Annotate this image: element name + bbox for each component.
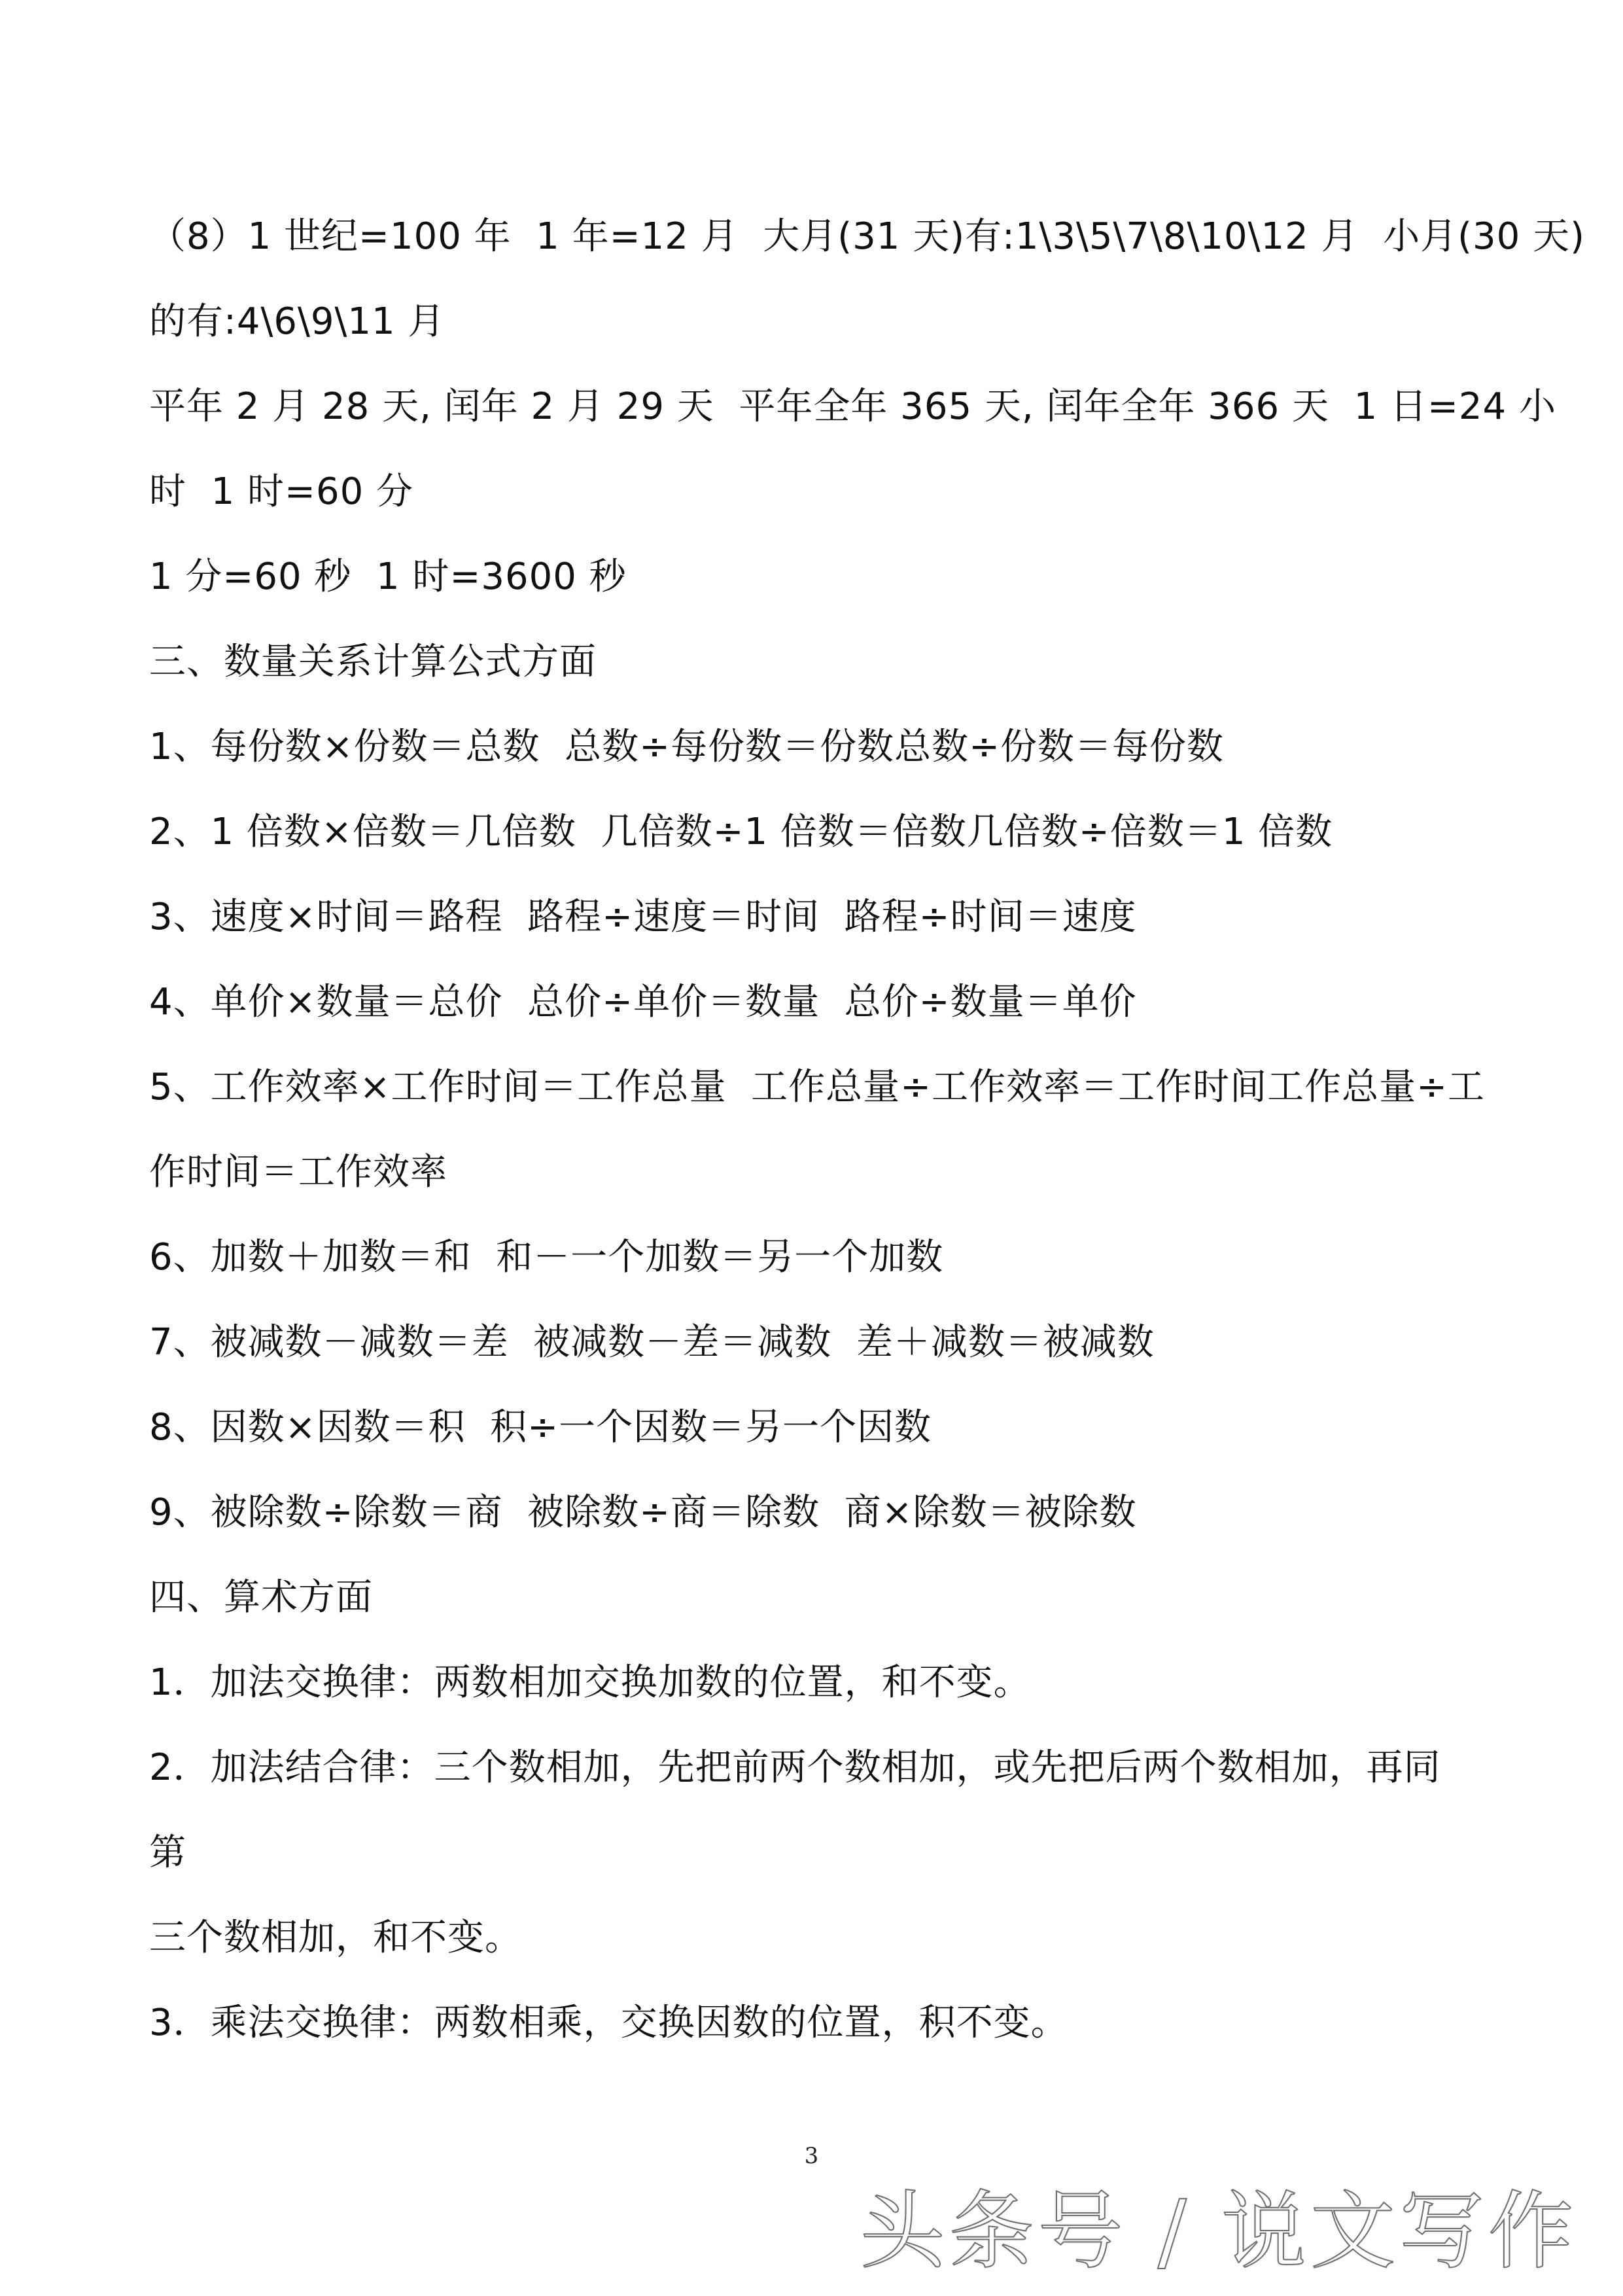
formula-line: 9、被除数÷除数＝商 被除数÷商＝除数 商×除数＝被除数 xyxy=(149,1491,1137,1534)
formula-line: 1、每份数×份数＝总数 总数÷每份数＝份数总数÷份数＝每份数 xyxy=(149,726,1224,768)
formula-line: 作时间＝工作效率 xyxy=(149,1151,447,1193)
formula-line: 7、被减数－减数＝差 被减数－差＝减数 差＋减数＝被减数 xyxy=(149,1321,1155,1364)
rule-line: 2．加法结合律：三个数相加，先把前两个数相加，或先把后两个数相加，再同 xyxy=(149,1746,1441,1789)
text-line: 时 1 时=60 分 xyxy=(149,470,414,513)
rule-line: 三个数相加，和不变。 xyxy=(149,1916,522,1959)
rule-line: 第 xyxy=(149,1831,186,1874)
formula-line: 5、工作效率×工作时间＝工作总量 工作总量÷工作效率＝工作时间工作总量÷工 xyxy=(149,1066,1485,1108)
text-line: 的有:4\6\9\11 月 xyxy=(149,300,445,343)
formula-line: 8、因数×因数＝积 积÷一个因数＝另一个因数 xyxy=(149,1406,932,1449)
formula-line: 3、速度×时间＝路程 路程÷速度＝时间 路程÷时间＝速度 xyxy=(149,896,1137,938)
section-heading: 四、算术方面 xyxy=(149,1576,373,1619)
formula-line: 4、单价×数量＝总价 总价÷单价＝数量 总价÷数量＝单价 xyxy=(149,981,1137,1023)
text-line: （8）1 世纪=100 年 1 年=12 月 大月(31 天)有:1\3\5\7\8\10\12 月 小月(30 天) xyxy=(149,215,1585,258)
rule-line: 1．加法交换律：两数相加交换加数的位置，和不变。 xyxy=(149,1661,1031,1704)
formula-line: 6、加数＋加数＝和 和－一个加数＝另一个加数 xyxy=(149,1236,944,1279)
text-line: 1 分=60 秒 1 时=3600 秒 xyxy=(149,556,627,598)
rule-line: 3．乘法交换律：两数相乘，交换因数的位置，积不变。 xyxy=(149,2002,1068,2044)
page-number: 3 xyxy=(804,2143,819,2169)
section-heading: 三、数量关系计算公式方面 xyxy=(149,641,597,683)
text-line: 平年 2 月 28 天, 闰年 2 月 29 天 平年全年 365 天, 闰年全年 366 天 1 日=24 小 xyxy=(149,385,1556,428)
watermark: 头条号 / 说文写作 xyxy=(860,2181,1577,2281)
formula-line: 2、1 倍数×倍数＝几倍数 几倍数÷1 倍数＝倍数几倍数÷倍数＝1 倍数 xyxy=(149,811,1333,853)
